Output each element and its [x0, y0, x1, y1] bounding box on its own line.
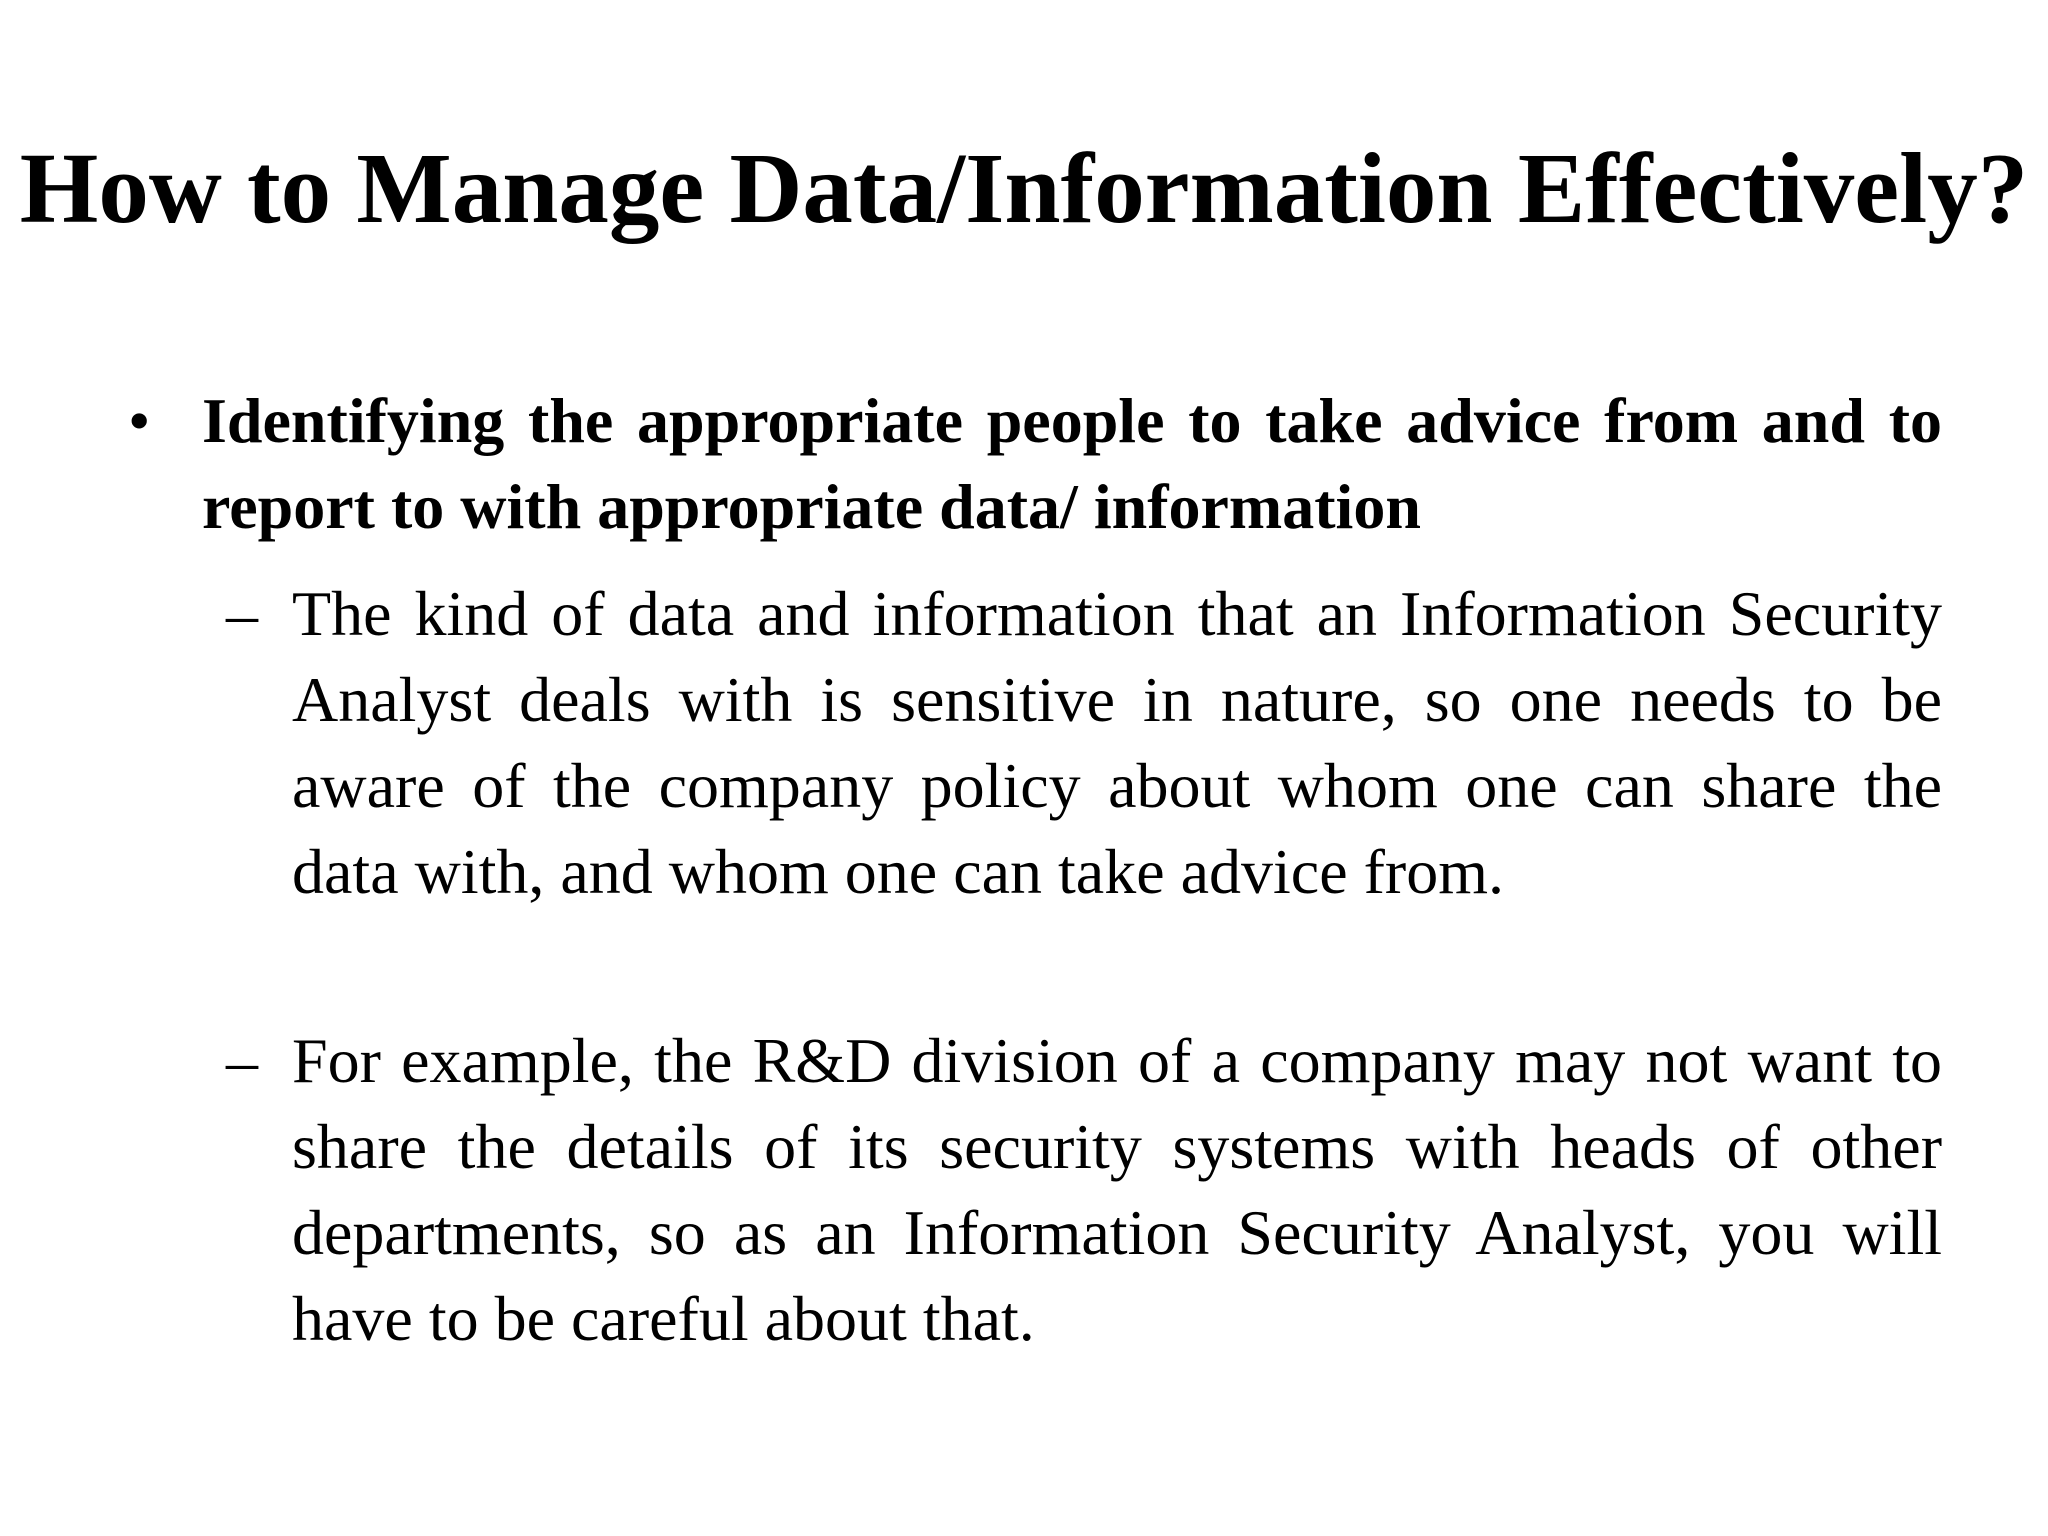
sub-bullet-item	[222, 1018, 1942, 1362]
bullet-marker: •	[128, 385, 151, 456]
bullet-text: Identifying the appropriate people to take advice from and to report to with appropriate data/ information	[202, 385, 1942, 542]
sub-bullet-marker: –	[226, 578, 258, 649]
slide-title: How to Manage Data/Information Effectively?	[19, 132, 2029, 244]
sub-bullet-item	[222, 571, 1942, 915]
sub-bullet-text: The kind of data and information that an Information Security Analyst deals with is sensitive in nature, so one needs to be aware of the company policy about whom one can share the data with, and whom one can take advice from.	[292, 578, 1942, 907]
sub-bullet-text: For example, the R&D division of a company may not want to share the details of its security systems with heads of other departments, so as an Information Security Analyst, you will have to be careful about that.	[292, 1025, 1942, 1354]
sub-bullet-marker: –	[226, 1025, 258, 1096]
bullet-item	[122, 378, 1942, 550]
